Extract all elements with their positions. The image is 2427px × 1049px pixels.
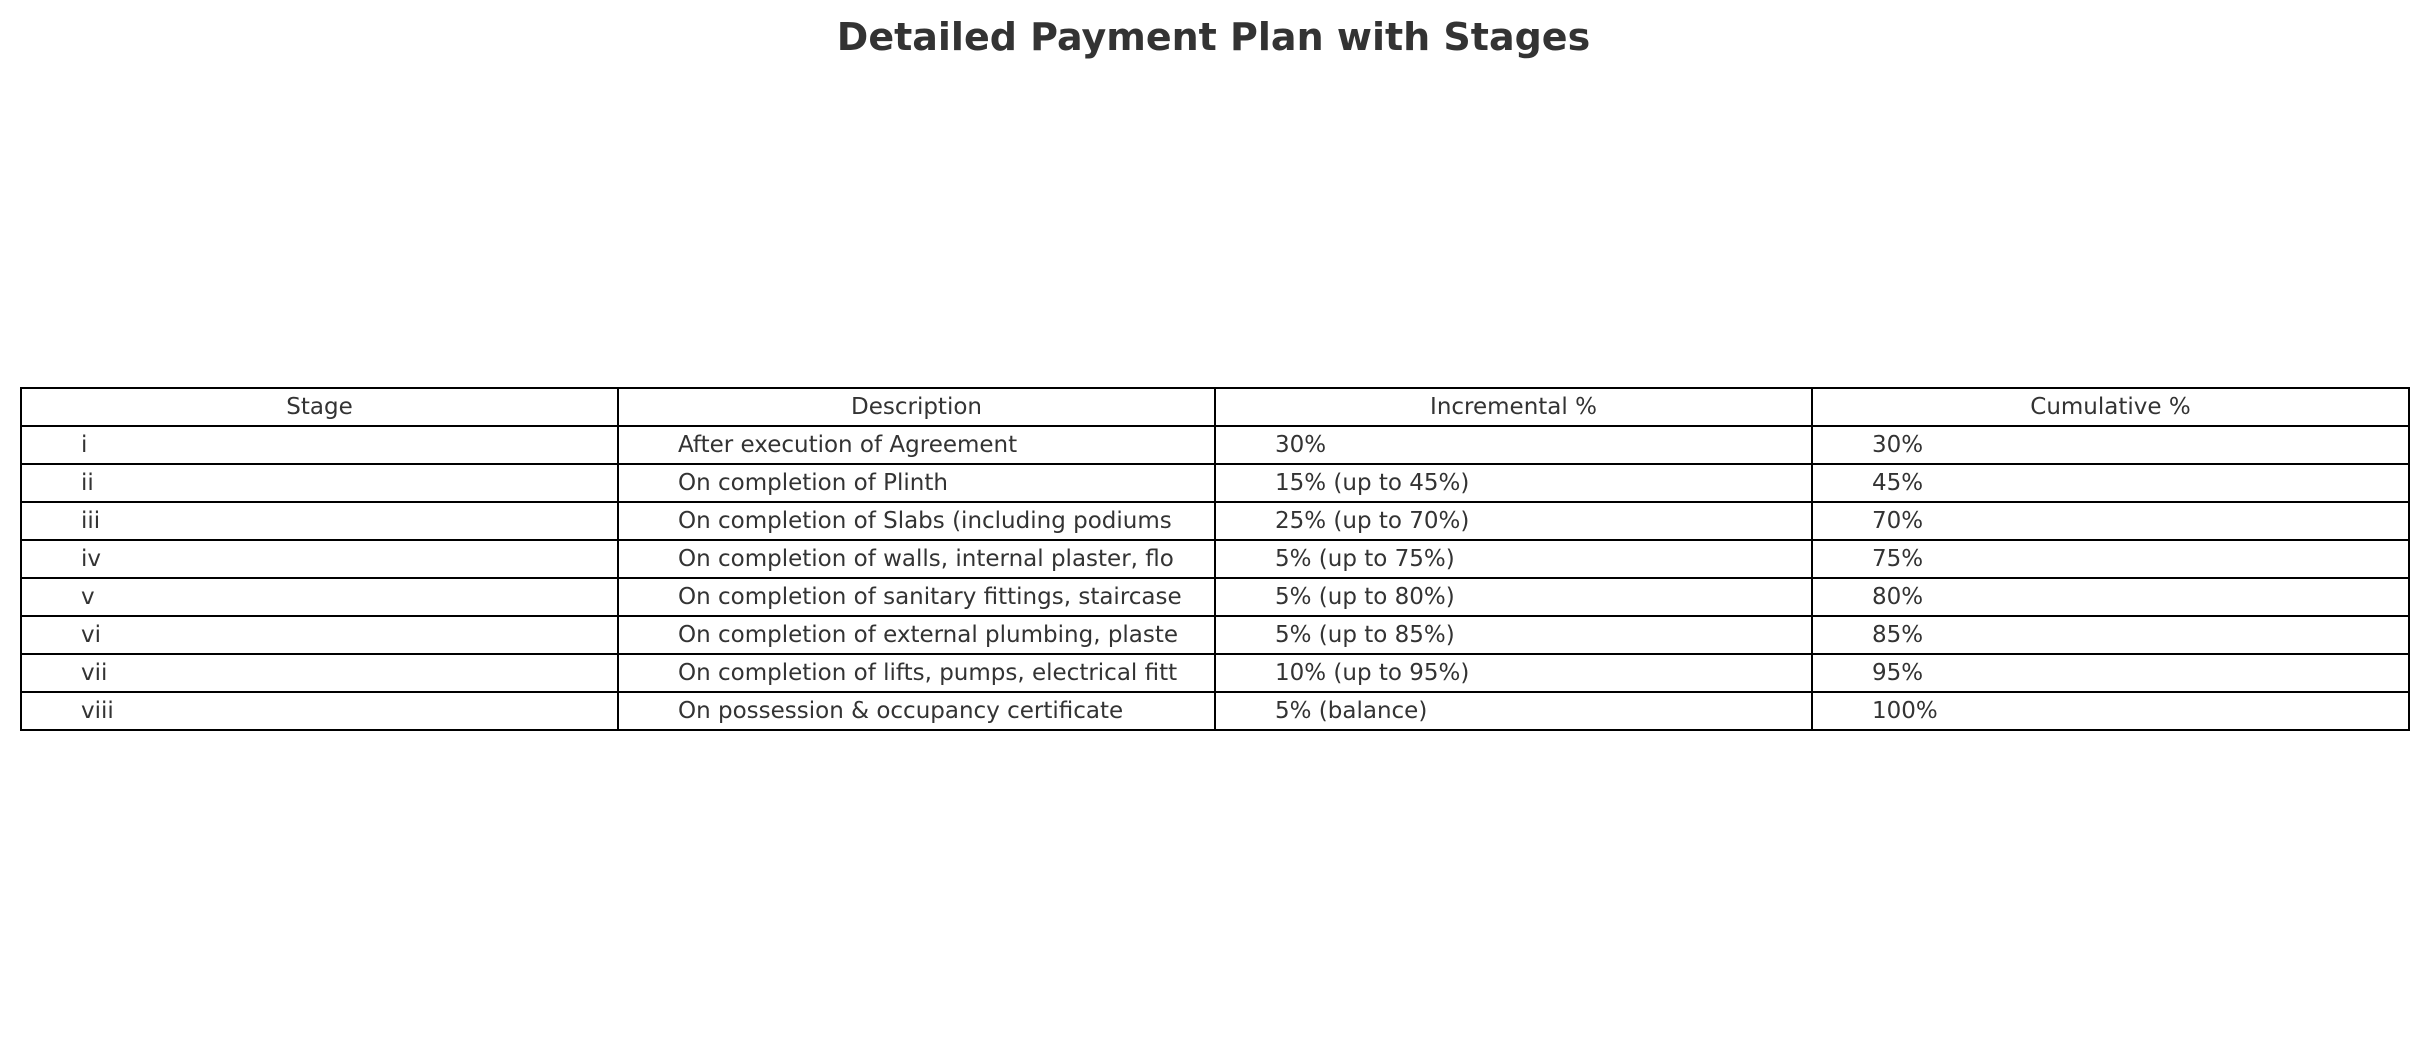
column-header-incremental: Incremental %	[1215, 388, 1812, 426]
cell-incremental: 5% (up to 85%)	[1215, 616, 1812, 654]
cell-stage: v	[21, 578, 618, 616]
table-row	[21, 692, 2409, 730]
cell-cumulative: 45%	[1812, 464, 2409, 502]
cell-incremental: 25% (up to 70%)	[1215, 502, 1812, 540]
cell-incremental: 10% (up to 95%)	[1215, 654, 1812, 692]
cell-description: After execution of Agreement	[618, 426, 1215, 464]
table-row	[21, 654, 2409, 692]
cell-cumulative: 75%	[1812, 540, 2409, 578]
cell-stage: iii	[21, 502, 618, 540]
cell-incremental: 30%	[1215, 426, 1812, 464]
column-header-description: Description	[618, 388, 1215, 426]
cell-cumulative: 85%	[1812, 616, 2409, 654]
cell-cumulative: 30%	[1812, 426, 2409, 464]
cell-stage: viii	[21, 692, 618, 730]
cell-stage: vii	[21, 654, 618, 692]
payment-plan-table	[20, 387, 2410, 731]
cell-incremental: 15% (up to 45%)	[1215, 464, 1812, 502]
cell-incremental: 5% (balance)	[1215, 692, 1812, 730]
cell-incremental: 5% (up to 75%)	[1215, 540, 1812, 578]
table-header-row	[21, 388, 2409, 426]
table-row	[21, 578, 2409, 616]
column-header-cumulative: Cumulative %	[1812, 388, 2409, 426]
table-row	[21, 616, 2409, 654]
cell-stage: ii	[21, 464, 618, 502]
cell-cumulative: 95%	[1812, 654, 2409, 692]
cell-description: On completion of external plumbing, plaste	[618, 616, 1215, 654]
cell-stage: vi	[21, 616, 618, 654]
cell-description: On completion of walls, internal plaster, flo	[618, 540, 1215, 578]
cell-stage: iv	[21, 540, 618, 578]
table-row	[21, 464, 2409, 502]
chart-title: Detailed Payment Plan with Stages	[836, 15, 1591, 59]
cell-cumulative: 80%	[1812, 578, 2409, 616]
table-row	[21, 426, 2409, 464]
cell-incremental: 5% (up to 80%)	[1215, 578, 1812, 616]
table-row	[21, 540, 2409, 578]
table-row	[21, 502, 2409, 540]
cell-description: On possession & occupancy certificate	[618, 692, 1215, 730]
cell-description: On completion of Plinth	[618, 464, 1215, 502]
cell-description: On completion of lifts, pumps, electrical fitt	[618, 654, 1215, 692]
column-header-stage: Stage	[21, 388, 618, 426]
cell-description: On completion of sanitary fittings, staircase	[618, 578, 1215, 616]
cell-cumulative: 70%	[1812, 502, 2409, 540]
cell-cumulative: 100%	[1812, 692, 2409, 730]
cell-stage: i	[21, 426, 618, 464]
cell-description: On completion of Slabs (including podiums	[618, 502, 1215, 540]
